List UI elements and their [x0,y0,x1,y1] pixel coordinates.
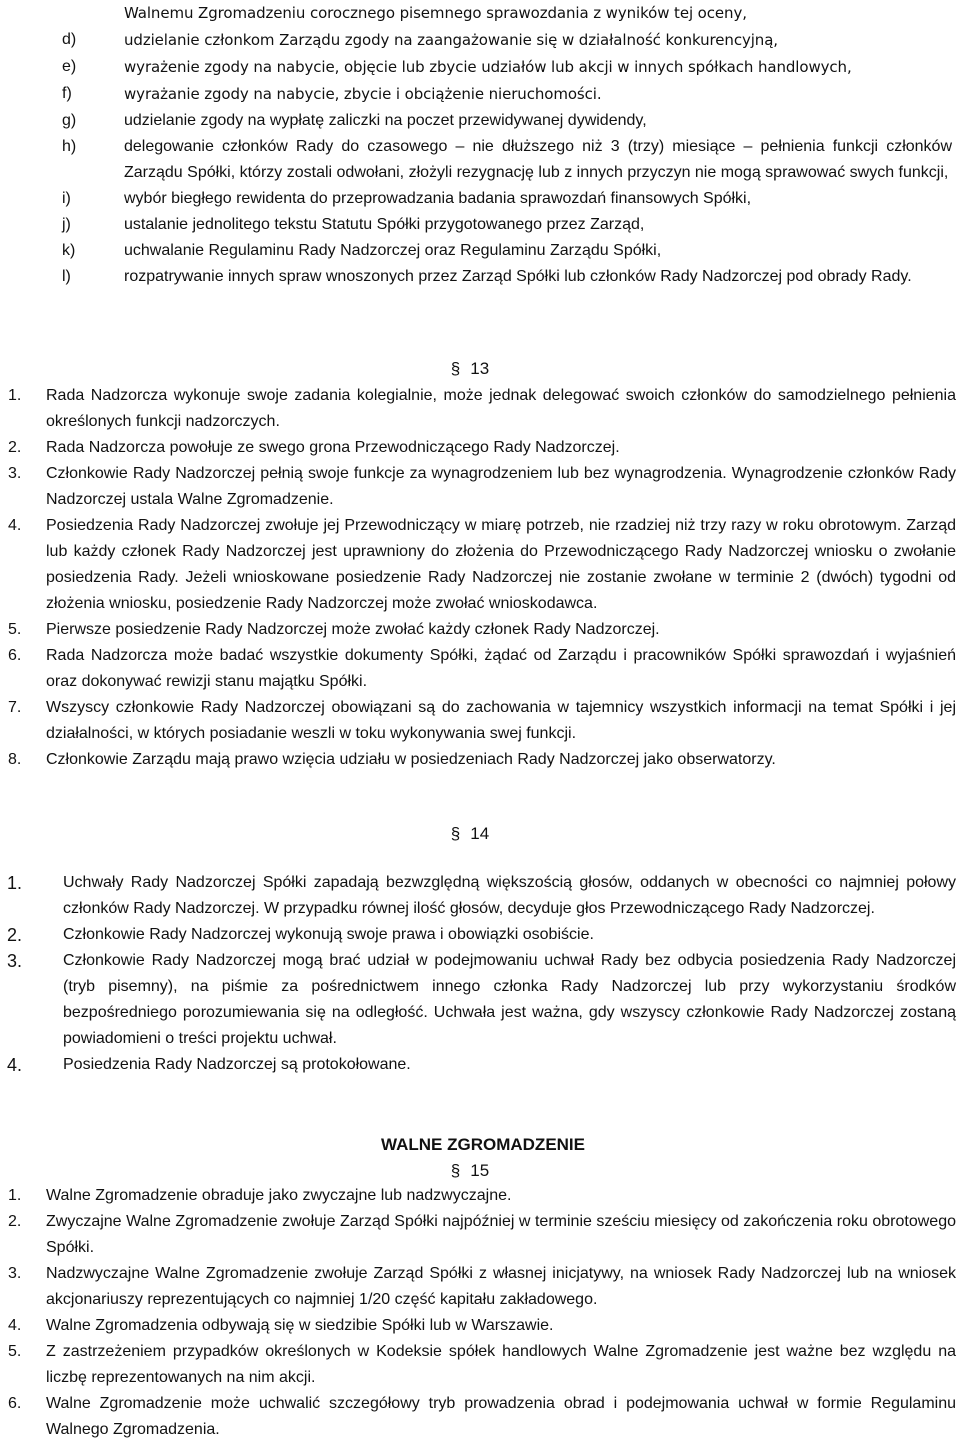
list-item-label: g) [62,112,77,129]
list-item-text: Członkowie Rady Nadzorczej wykonują swoje prawa i obowiązki osobiście. [63,926,594,943]
list-item [0,1261,960,1313]
list-item-text: Walne Zgromadzenie obraduje jako zwyczajne lub nadzwyczajne. [46,1187,512,1204]
list-item-text: Członkowie Rady Nadzorczej pełnią swoje funkcje za wynagrodzeniem lub bez wynagrodzenia. Wynagrodzenie członków Rady Nadzorczej ustala Walne Zgromadzenie. [46,465,956,508]
list-item-text: uchwalanie Regulaminu Rady Nadzorczej oraz Regulaminu Zarządu Spółki, [124,242,662,259]
list-item-text: wyrażanie zgody na nabycie, zbycie i obciążenie nieruchomości. [124,85,602,103]
list-item [0,643,960,695]
list-item-text: Walnemu Zgromadzeniu corocznego pisemnego sprawozdania z wyników tej oceny, [124,4,747,22]
list-item-text: wyrażenie zgody na nabycie, objęcie lub zbycie udziałów lub akcji w innych spółkach handlowych, [124,58,852,76]
list-item-text: Uchwały Rady Nadzorczej Spółki zapadają bezwzględną większością głosów, oddanych w obecności co najmniej połowy członków Rady Nadzorczej. W przypadku równej ilość głosów, decyduje głos Przewodniczącego Rady Nadzorczej. [63,874,956,917]
list-item-number: 4. [7,1055,23,1075]
list-item-text: Posiedzenia Rady Nadzorczej zwołuje jej Przewodniczący w miarę potrzeb, nie rzadziej niż trzy razy w roku obrotowym. Zarząd lub każdy członek Rady Nadzorczej jest uprawniony do złożenia do Przewodniczącego Rady Nadzorczej wniosku o zwołanie posiedzenia Rady. Jeżeli wnioskowane posiedzenie Rady Nadzorczej nie zostanie zwołane w terminie 2 (dwóch) tygodni od złożenia wniosku, posiedzenie Rady Nadzorczej może zwołać wnioskodawca. [46,517,956,612]
list-item-label: h) [62,138,77,155]
list-item [0,0,960,27]
list-item-number: 3. [8,465,22,482]
list-item [0,1209,960,1261]
list-item [0,27,960,54]
list-item-text: delegowanie członków Rady do czasowego – nie dłuższego niż 3 (trzy) miesiące – pełnienia funkcji członków Zarządu Spółki, którzy zostali odwołani, złożyli rezygnację lub z innych przyczyn nie mogą sprawować swych funkcji, [124,138,952,181]
list-item-label: k) [62,242,76,259]
list-item-number: 1. [7,873,23,893]
list-item [0,513,960,617]
list-item [0,1313,960,1339]
list-item-number: 2. [8,1213,22,1230]
list-item [0,747,960,773]
list-item-text: udzielanie zgody na wypłatę zaliczki na poczet przewidywanej dywidendy, [124,112,647,129]
list-item-text: Posiedzenia Rady Nadzorczej są protokołowane. [63,1056,411,1073]
section-number: 13 [470,359,490,378]
list-item [0,948,960,1052]
section-13-heading [0,357,940,381]
list-item-text: Członkowie Zarządu mają prawo wzięcia udziału w posiedzeniach Rady Nadzorczej jako obserwatorzy. [46,751,776,768]
list-item [0,1183,960,1209]
list-item-text: wybór biegłego rewidenta do przeprowadzania badania sprawozdań finansowych Spółki, [124,190,752,207]
list-item [0,212,960,238]
list-item-text: Członkowie Rady Nadzorczej mogą brać udział w podejmowaniu uchwał Rady bez odbycia posiedzenia Rady Nadzorczej (tryb pisemny), na piśmie za pośrednictwem innego członka Rady Nadzorczej lub przy wykorzystaniu środków bezpośredniego porozumiewania się na odległość. Uchwała jest ważna, gdy wszyscy członkowie Rady Nadzorczej zostaną powiadomieni o treści projektu uchwał. [63,952,956,1047]
list-item [0,81,960,108]
list-item-number: 1. [8,387,22,404]
chapter-heading: WALNE ZGROMADZENIE [381,1135,585,1154]
list-item-number: 2. [8,439,22,456]
list-item [0,922,960,948]
section-number: 15 [470,1161,490,1180]
list-item [0,1052,960,1078]
section-15-heading [0,1159,940,1183]
list-item [0,435,960,461]
list-item-text: Zwyczajne Walne Zgromadzenie zwołuje Zarząd Spółki najpóźniej w terminie sześciu miesięcy od zakończenia roku obrotowego Spółki. [46,1213,956,1256]
list-item-label: d) [62,31,77,48]
list-item-text: ustalanie jednolitego tekstu Statutu Spółki przygotowanego przez Zarząd, [124,216,645,233]
list-item [0,383,960,435]
list-item-label: i) [62,190,71,207]
letter-list [0,0,960,290]
list-item-text: Nadzwyczajne Walne Zgromadzenie zwołuje Zarząd Spółki z własnej inicjatywy, na wniosek Rady Nadzorczej lub na wniosek akcjonariuszy reprezentujących co najmniej 1/20 część kapitału zakładowego. [46,1265,956,1308]
list-item [0,134,960,186]
list-item-number: 8. [8,751,22,768]
list-item-text: Rada Nadzorcza powołuje ze swego grona Przewodniczącego Rady Nadzorczej. [46,439,620,456]
list-item-label: j) [62,216,71,233]
list-item-label: e) [62,58,77,75]
list-item-number: 6. [8,1395,22,1412]
list-item-text: udzielanie członkom Zarządu zgody na zaangażowanie się w działalność konkurencyjną, [124,31,778,49]
list-item-text: Z zastrzeżeniem przypadków określonych w Kodeksie spółek handlowych Walne Zgromadzenie jest ważne bez względu na liczbę reprezentowanych na nim akcji. [46,1343,956,1386]
list-item-text: Walne Zgromadzenie może uchwalić szczegółowy tryb prowadzenia obrad i podejmowania uchwał w formie Regulaminu Walnego Zgromadzenia. [46,1395,956,1438]
list-item-number: 6. [8,647,22,664]
section-14-heading [0,822,940,846]
list-item [0,870,960,922]
list-item-text: rozpatrywanie innych spraw wnoszonych przez Zarząd Spółki lub członków Rady Nadzorczej pod obrady Rady. [124,268,912,285]
list-item [0,264,960,290]
list-item [0,186,960,212]
list-item [0,1391,960,1443]
list-item [0,617,960,643]
section-15-list [0,1183,960,1443]
list-item-label: l) [62,268,71,285]
list-item [0,1339,960,1391]
list-item-text: Pierwsze posiedzenie Rady Nadzorczej może zwołać każdy członek Rady Nadzorczej. [46,621,660,638]
section-symbol: § [450,359,461,378]
list-item-number: 1. [8,1187,22,1204]
list-item-text: Rada Nadzorcza może badać wszystkie dokumenty Spółki, żądać od Zarządu i pracowników Spółki sprawozdań i wyjaśnień oraz dokonywać rewizji stanu majątku Spółki. [46,647,956,690]
list-item-number: 5. [8,621,22,638]
list-item-number: 3. [8,1265,22,1282]
list-item-number: 2. [7,925,23,945]
section-symbol: § [450,824,461,843]
list-item-number: 7. [8,699,22,716]
section-13-list [0,383,960,773]
list-item-text: Rada Nadzorcza wykonuje swoje zadania kolegialnie, może jednak delegować swoich członków do samodzielnego pełnienia określonych funkcji nadzorczych. [46,387,956,430]
list-item [0,54,960,81]
list-item-number: 5. [8,1343,22,1360]
list-item-number: 3. [7,951,23,971]
list-item-text: Walne Zgromadzenia odbywają się w siedzibie Spółki lub w Warszawie. [46,1317,554,1334]
list-item-text: Wszyscy członkowie Rady Nadzorczej obowiązani są do zachowania w tajemnicy wszystkich informacji na temat Spółki i jej działalności, w których posiadanie weszli w toku wykonywania swej funkcji. [46,699,956,742]
list-item-label: f) [62,85,72,102]
section-14-list [0,870,960,1078]
list-item-number: 4. [8,517,22,534]
section-number: 14 [470,824,490,843]
list-item-number: 4. [8,1317,22,1334]
list-item [0,238,960,264]
list-item [0,108,960,134]
list-item [0,461,960,513]
list-item [0,695,960,747]
section-symbol: § [450,1161,461,1180]
